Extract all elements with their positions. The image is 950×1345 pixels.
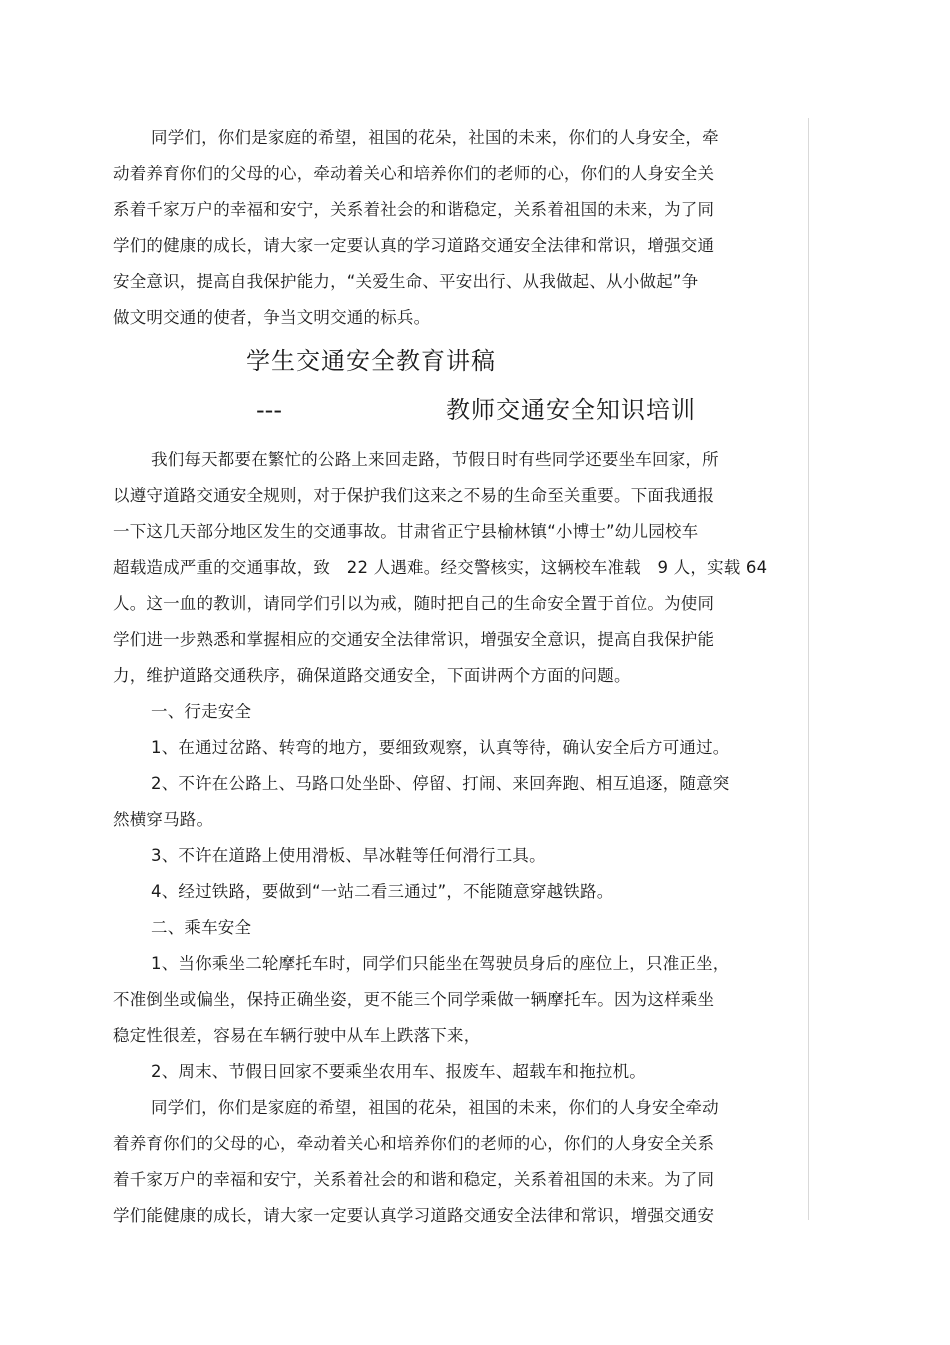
document-content: [113, 120, 768, 1234]
text-line: 力，维护道路交通秩序，确保道路交通安全，下面讲两个方面的问题。: [113, 666, 631, 685]
text-line: 以遵守道路交通安全规则，对于保护我们这来之不易的生命至关重要。下面我通报: [113, 486, 715, 505]
text-line: 学们进一步熟悉和掌握相应的交通安全法律常识，增强安全意识，提高自我保护能: [113, 630, 715, 649]
text-line: 学们能健康的成长，请大家一定要认真学习道路交通安全法律和常识，增强交通安: [113, 1206, 715, 1225]
list-item: 3、不许在道路上使用滑板、旱冰鞋等任何滑行工具。: [151, 846, 546, 865]
list-item: 1、当你乘坐二轮摩托车时，同学们只能坐在驾驶员身后的座位上，只准正坐，: [151, 954, 730, 973]
text-line: 人。这一血的教训，请同学们引以为戒，随时把自己的生命安全置于首位。为使同: [113, 594, 715, 613]
text-line: 超载造成严重的交通事故，致 22 人遇难。经交警核实，这辆校车准载 9 人，实载 64: [113, 558, 768, 577]
section-heading: 一、行走安全: [151, 702, 252, 721]
list-item: 2、不许在公路上、马路口处坐卧、停留、打闹、来回奔跑、相互追逐，随意突: [151, 774, 730, 793]
text-line: 动着养育你们的父母的心，牵动着关心和培养你们的老师的心，你们的人身安全关: [113, 164, 715, 183]
section-heading: 二、乘车安全: [151, 918, 252, 937]
margin-rule: [808, 118, 809, 1220]
text-line: 系着千家万户的幸福和安宁，关系着社会的和谐稳定，关系着祖国的未来，为了同: [113, 200, 715, 219]
intro-paragraph: [113, 120, 768, 336]
text-line: 做文明交通的使者，争当文明交通的标兵。: [113, 308, 431, 327]
subtitle-dashes: ---: [256, 396, 282, 424]
text-line: 安全意识，提高自我保护能力，“关爱生命、平安出行、从我做起、从小做起”争: [113, 272, 699, 291]
text-line: 不准倒坐或偏坐，保持正确坐姿，更不能三个同学乘做一辆摩托车。因为这样乘坐: [113, 990, 715, 1009]
list-item: 4、经过铁路，要做到“一站二看三通过”，不能随意穿越铁路。: [151, 882, 614, 901]
text-line: 稳定性很差，容易在车辆行驶中从车上跌落下来，: [113, 1026, 481, 1045]
document-subtitle: [113, 390, 768, 434]
document-title: 学生交通安全教育讲稿: [246, 347, 496, 375]
text-line: 着千家万户的幸福和安宁，关系着社会的和谐和稳定，关系着祖国的未来。为了同: [113, 1170, 715, 1189]
text-line: 我们每天都要在繁忙的公路上来回走路，节假日时有些同学还要坐车回家，所: [151, 450, 719, 469]
body-text: [113, 442, 768, 1234]
text-line: 一下这几天部分地区发生的交通事故。甘肃省正宁县榆林镇“小博士”幼儿园校车: [113, 522, 699, 541]
text-line: 着养育你们的父母的心，牵动着关心和培养你们的老师的心，你们的人身安全关系: [113, 1134, 715, 1153]
list-item: 1、在通过岔路、转弯的地方，要细致观察，认真等待，确认安全后方可通过。: [151, 738, 730, 757]
text-line: 同学们，你们是家庭的希望，祖国的花朵，祖国的未来，你们的人身安全牵动: [151, 1098, 719, 1117]
text-line: 然横穿马路。: [113, 810, 214, 829]
text-line: 同学们，你们是家庭的希望，祖国的花朵，社国的未来，你们的人身安全，牵: [151, 128, 719, 147]
list-item: 2、周末、节假日回家不要乘坐农用车、报废车、超载车和拖拉机。: [151, 1062, 646, 1081]
subtitle-text: 教师交通安全知识培训: [446, 396, 696, 424]
text-line: 学们的健康的成长，请大家一定要认真的学习道路交通安全法律和常识，增强交通: [113, 236, 715, 255]
